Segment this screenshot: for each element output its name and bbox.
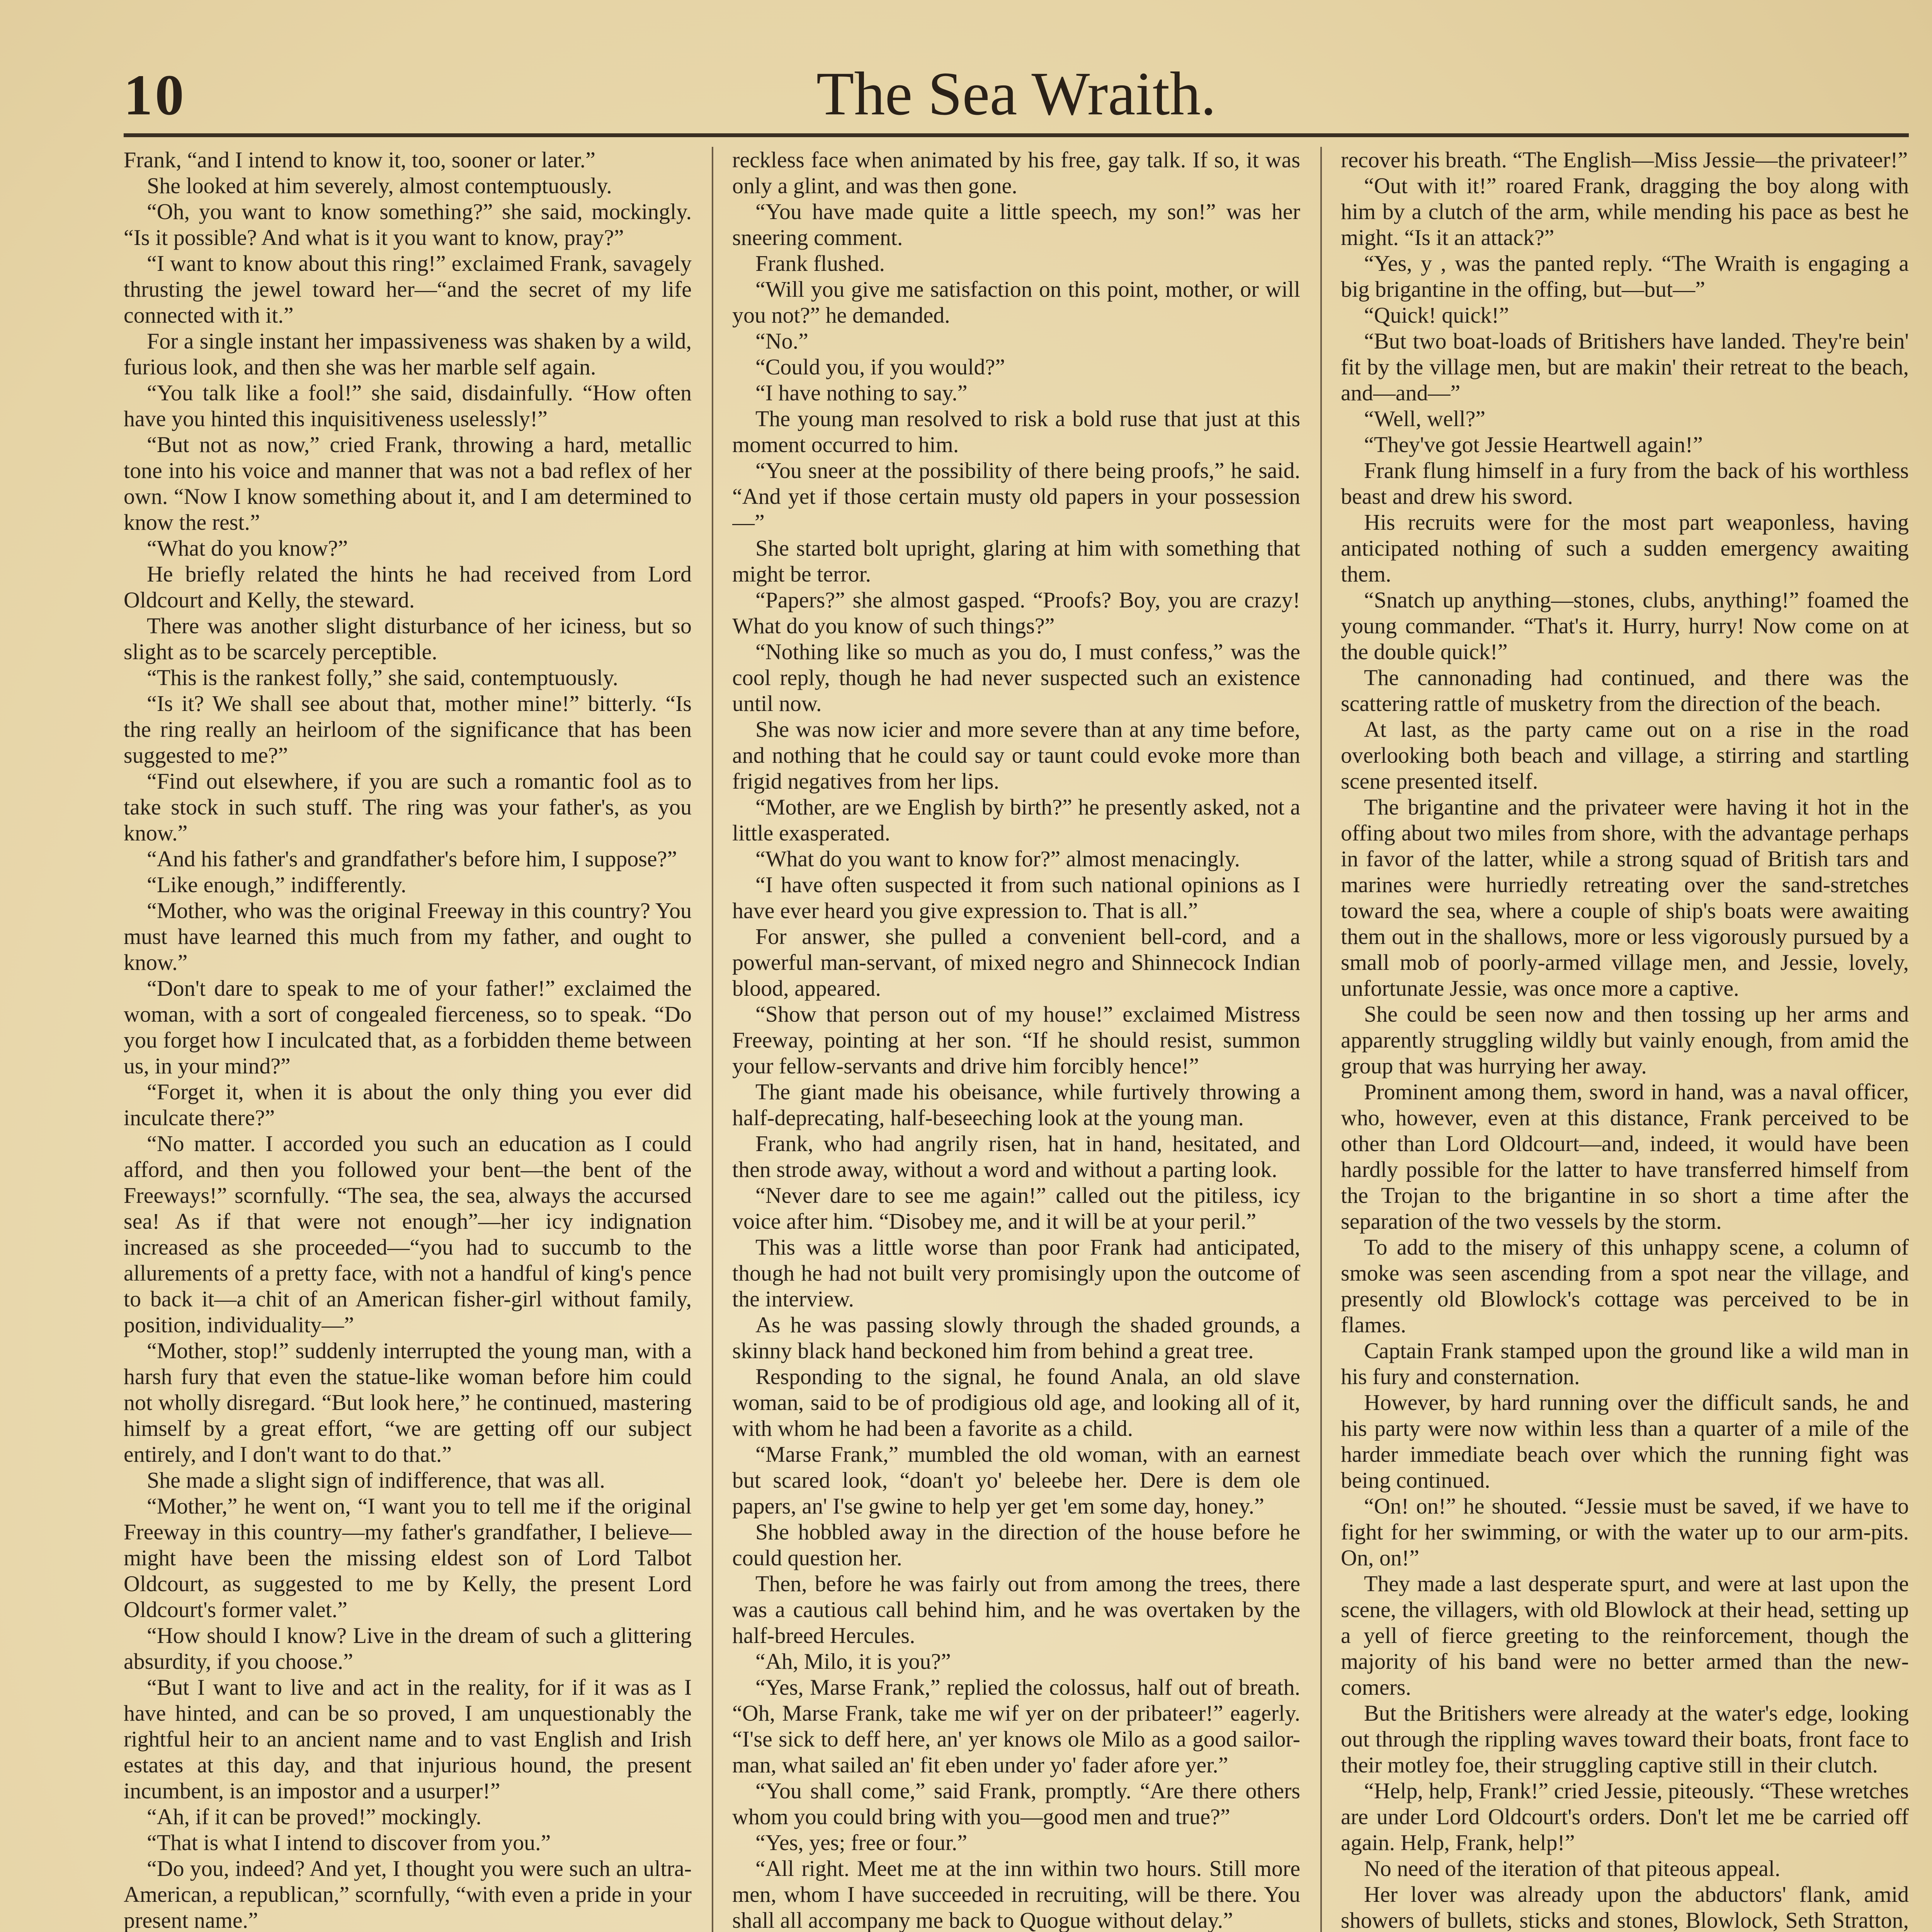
paragraph: The brigantine and the privateer were having it hot in the offing about two miles from shore, with the advantage perhaps in favor of the latter, while a strong squad of British tars and marines were hurriedly retreating over the sand-stretches toward the sea, where a couple of ship's boats were awaiting them out in the shallows, more or less vigorously pursued by a small mob of poorly-armed village men, and Jessie, lovely, unfortunate Jessie, was once more a captive. [1341, 794, 1909, 1001]
paragraph: “Like enough,” indifferently. [147, 872, 406, 897]
paragraph: “Papers?” she almost gasped. “Proofs? Boy, you are crazy! What do you know of such things?” [732, 587, 1300, 638]
paragraph: But the Britishers were already at the water's edge, looking out through the rippling waves toward their boats, front face to their motley foe, their struggling captive still in their clutch. [1341, 1701, 1909, 1777]
text-columns [124, 147, 1909, 1932]
paragraph: “Yes, Marse Frank,” replied the colossus, half out of breath. “Oh, Marse Frank, take me wif yer on der pribateer!” eagerly. “I'se sick to deff here, an' yer knows ole Milo as a good sailor-man, what sailed an' fit eben under yo' fader afore yer.” [732, 1675, 1300, 1777]
column-3 [1341, 147, 1909, 1932]
paragraph: “Find out elsewhere, if you are such a romantic fool as to take stock in such stuff. The ring was your father's, as you know.” [124, 769, 692, 845]
paragraph: “Do you, indeed? And yet, I thought you were such an ultra-American, a republican,” scornfully, “with even a pride in your present name.” [124, 1856, 692, 1932]
paragraph: “Oh, you want to know something?” she said, mockingly. “Is it possible? And what is it you want to know, pray?” [124, 199, 692, 250]
paragraph: She was now icier and more severe than at any time before, and nothing that he could say or taunt could evoke more than frigid negatives from her lips. [732, 717, 1300, 794]
paragraph: She made a slight sign of indifference, that was all. [147, 1468, 605, 1493]
paragraph: At last, as the party came out on a rise in the road overlooking both beach and village, a stirring and startling scene presented itself. [1341, 717, 1909, 794]
paragraph: “You shall come,” said Frank, promptly. “Are there others whom you could bring with you—good men and true?” [732, 1778, 1300, 1829]
paragraph: However, by hard running over the difficult sands, he and his party were now within less than a quarter of a mile of the harder immediate beach over which the running fight was being continued. [1341, 1390, 1909, 1493]
paragraph: She started bolt upright, glaring at him with something that might be terror. [732, 536, 1300, 587]
column-1 [124, 147, 692, 1932]
paragraph: “You talk like a fool!” she said, disdainfully. “How often have you hinted this inquisitiveness uselessly!” [124, 380, 692, 431]
paragraph: “On! on!” he shouted. “Jessie must be saved, if we have to fight for her swimming, or with the water up to our arm-pits. On, on!” [1341, 1493, 1909, 1570]
paragraph: “I have often suspected it from such national opinions as I have ever heard you give expression to. That is all.” [732, 872, 1300, 923]
paragraph: Then, before he was fairly out from among the trees, there was a cautious call behind him, and he was overtaken by the half-breed Hercules. [732, 1571, 1300, 1648]
paragraph: They made a last desperate spurt, and were at last upon the scene, the villagers, with old Blowlock at their head, setting up a yell of fierce greeting to the reinforcement, though the majority of his band were no better armed than the new-comers. [1341, 1571, 1909, 1700]
page-number: 10 [124, 63, 186, 127]
paragraph: The cannonading had continued, and there was the scattering rattle of musketry from the direction of the beach. [1341, 665, 1909, 716]
paragraph: “Mother, who was the original Freeway in this country? You must have learned this much from my father, and ought to know.” [124, 898, 692, 975]
paragraph: “Yes, yes; free or four.” [755, 1830, 968, 1855]
column-2-text [732, 147, 1300, 1932]
paragraph: “What do you want to know for?” almost menacingly. [755, 846, 1240, 871]
paragraph: reckless face when animated by his free, gay talk. If so, it was only a glint, and was then gone. [732, 147, 1300, 198]
paragraph: recover his breath. “The English—Miss Jessie—the privateer!” [1341, 147, 1908, 172]
paragraph: To add to the misery of this unhappy scene, a column of smoke was seen ascending from a spot near the village, and presently old Blowlock's cottage was perceived to be in flames. [1341, 1235, 1909, 1337]
paragraph: No need of the iteration of that piteous appeal. [1364, 1856, 1781, 1881]
paragraph: Frank flushed. [755, 251, 885, 276]
paragraph: For a single instant her impassiveness was shaken by a wild, furious look, and then she was her marble self again. [124, 328, 692, 379]
paragraph: Frank, who had angrily risen, hat in hand, hesitated, and then strode away, without a word and without a parting look. [732, 1131, 1300, 1182]
paragraph: “But two boat-loads of Britishers have landed. They're bein' fit by the village men, but are makin' their retreat to the beach, and—and—” [1341, 328, 1909, 405]
paragraph: She could be seen now and then tossing up her arms and apparently struggling wildly but vainly enough, from amid the group that was hurrying her away. [1341, 1002, 1909, 1078]
paragraph: “How should I know? Live in the dream of such a glittering absurdity, if you choose.” [124, 1623, 692, 1674]
header-rule [124, 133, 1909, 137]
paragraph: He briefly related the hints he had received from Lord Oldcourt and Kelly, the steward. [124, 561, 692, 612]
paragraph: “No matter. I accorded you such an education as I could afford, and then you followed your bent—the bent of the Freeways!” scornfully. “The sea, the sea, always the accursed sea! As if that were not enough”—her icy indignation increased as she proceeded—“you had to succumb to the allurements of a pretty face, with not a handful of king's pence to back it—a chit of an American fisher-girl without family, position, individuality—” [124, 1131, 692, 1337]
paragraph: She hobbled away in the direction of the house before he could question her. [732, 1519, 1300, 1570]
paragraph: Frank flung himself in a fury from the back of his worthless beast and drew his sword. [1341, 458, 1909, 509]
paragraph: “What do you know?” [147, 536, 348, 561]
paragraph: “Is it? We shall see about that, mother mine!” bitterly. “Is the ring really an heirloom of the significance that has been suggested to me?” [124, 691, 692, 768]
paragraph: “Will you give me satisfaction on this point, mother, or will you not?” he demanded. [732, 277, 1300, 328]
paragraph: Her lover was already upon the abductors' flank, amid showers of bullets, sticks and stones, Blowlock, Seth Stratton, [1341, 1882, 1909, 1932]
paragraph: “Could you, if you would?” [755, 354, 1005, 379]
paragraph: “You sneer at the possibility of there being proofs,” he said. “And yet if those certain musty old papers in your possession—” [732, 458, 1300, 535]
paragraph: “Marse Frank,” mumbled the old woman, with an earnest but scared look, “doan't yo' beleebe her. Dere is dem ole papers, an' I'se gwine to help yer get 'em some day, honey.” [732, 1442, 1300, 1519]
paragraph: Frank, “and I intend to know it, too, sooner or later.” [124, 147, 595, 172]
paragraph: “Mother, stop!” suddenly interrupted the young man, with a harsh fury that even the statue-like woman before him could not wholly disregard. “But look here,” he continued, mastering himself by a great effort, “we are getting off our subject entirely, and I don't want to do that.” [124, 1338, 692, 1467]
paragraph: “Don't dare to speak to me of your father!” exclaimed the woman, with a sort of congealed fierceness, so to speak. “Do you forget how I inculcated that, as a forbidden theme between us, in your mind?” [124, 976, 692, 1078]
paragraph: Responding to the signal, he found Anala, an old slave woman, said to be of prodigious old age, and looking all of it, with whom he had been a favorite as a child. [732, 1364, 1300, 1441]
paragraph: This was a little worse than poor Frank had anticipated, though he had not built very promisingly upon the outcome of the interview. [732, 1235, 1300, 1311]
paragraph: “Well, well?” [1364, 406, 1486, 431]
running-title: The Sea Wraith. [816, 59, 1216, 128]
paragraph: “All right. Meet me at the inn within two hours. Still more men, whom I have succeeded in recruiting, will be there. You shall all accompany me back to Quogue without delay.” [732, 1856, 1300, 1932]
paragraph: “No.” [755, 328, 808, 354]
paragraph: His recruits were for the most part weaponless, having anticipated nothing of such a sudden emergency awaiting them. [1341, 510, 1909, 587]
paragraph: “Mother, are we English by birth?” he presently asked, not a little exasperated. [732, 794, 1300, 845]
paragraph: “I have nothing to say.” [755, 380, 968, 405]
paragraph: “Mother,” he went on, “I want you to tell me if the original Freeway in this country—my father's grandfather, I believe—might have been the missing eldest son of Lord Talbot Oldcourt, as suggested to me by Kelly, the present Lord Oldcourt's former valet.” [124, 1493, 692, 1622]
paragraph: Captain Frank stamped upon the ground like a wild man in his fury and consternation. [1341, 1338, 1909, 1389]
column-2 [732, 147, 1300, 1932]
paragraph: Prominent among them, sword in hand, was a naval officer, who, however, even at this distance, Frank perceived to be other than Lord Oldcourt—and, indeed, it would have been hardly possible for the latter to have transferred himself from the Trojan to the brigantine in so short a time after the separation of the two vessels by the storm. [1341, 1079, 1909, 1234]
paragraph: “Ah, Milo, it is you?” [755, 1649, 951, 1674]
paragraph: “Show that person out of my house!” exclaimed Mistress Freeway, pointing at her son. “If he should resist, summon your fellow-servants and drive him forcibly hence!” [732, 1002, 1300, 1078]
paragraph: “But I want to live and act in the reality, for if it was as I have hinted, and can be so proved, I am unquestionably the rightful heir to an ancient name and to vast English and Irish estates at this day, and that injurious hound, the present incumbent, is an impostor and a usurper!” [124, 1675, 692, 1803]
paragraph: “Snatch up anything—stones, clubs, anything!” foamed the young commander. “That's it. Hurry, hurry! Now come on at the double quick!” [1341, 587, 1909, 664]
paragraph: She looked at him severely, almost contemptuously. [147, 173, 612, 198]
paragraph: “Yes, y , was the panted reply. “The Wraith is engaging a big brigantine in the offing, but—but—” [1341, 251, 1909, 302]
paragraph: “Ah, if it can be proved!” mockingly. [147, 1804, 481, 1829]
paragraph: “I want to know about this ring!” exclaimed Frank, savagely thrusting the jewel toward her—“and the secret of my life connected with it.” [124, 251, 692, 328]
paragraph: “This is the rankest folly,” she said, contemptuously. [147, 665, 618, 690]
paragraph: “They've got Jessie Heartwell again!” [1364, 432, 1703, 457]
paragraph: There was another slight disturbance of her iciness, but so slight as to be scarcely perceptible. [124, 613, 692, 664]
paragraph: “Nothing like so much as you do, I must confess,” was the cool reply, though he had never suspected such an existence until now. [732, 639, 1300, 716]
paragraph: “Quick! quick!” [1364, 303, 1509, 328]
paragraph: The young man resolved to risk a bold ruse that just at this moment occurred to him. [732, 406, 1300, 457]
paragraph: “Forget it, when it is about the only thing you ever did inculcate there?” [124, 1079, 692, 1130]
paragraph: “And his father's and grandfather's before him, I suppose?” [147, 846, 677, 871]
paragraph: “That is what I intend to discover from you.” [147, 1830, 551, 1855]
paragraph: As he was passing slowly through the shaded grounds, a skinny black hand beckoned him from behind a great tree. [732, 1312, 1300, 1363]
paragraph: For answer, she pulled a convenient bell-cord, and a powerful man-servant, of mixed negro and Shinnecock Indian blood, appeared. [732, 924, 1300, 1001]
paragraph: “You have made quite a little speech, my son!” was her sneering comment. [732, 199, 1300, 250]
paragraph: “Out with it!” roared Frank, dragging the boy along with him by a clutch of the arm, while mending his pace as best he might. “Is it an attack?” [1341, 173, 1909, 250]
paragraph: “Never dare to see me again!” called out the pitiless, icy voice after him. “Disobey me, and it will be at your peril.” [732, 1183, 1300, 1234]
paragraph: “But not as now,” cried Frank, throwing a hard, metallic tone into his voice and manner that was not a bad reflex of her own. “Now I know something about it, and I am determined to know the rest.” [124, 432, 692, 535]
paragraph: The giant made his obeisance, while furtively throwing a half-deprecating, half-beseeching look at the young man. [732, 1079, 1300, 1130]
page-header [124, 54, 1909, 128]
paragraph: “Help, help, Frank!” cried Jessie, piteously. “These wretches are under Lord Oldcourt's orders. Don't let me be carried off again. Help, Frank, help!” [1341, 1778, 1909, 1855]
